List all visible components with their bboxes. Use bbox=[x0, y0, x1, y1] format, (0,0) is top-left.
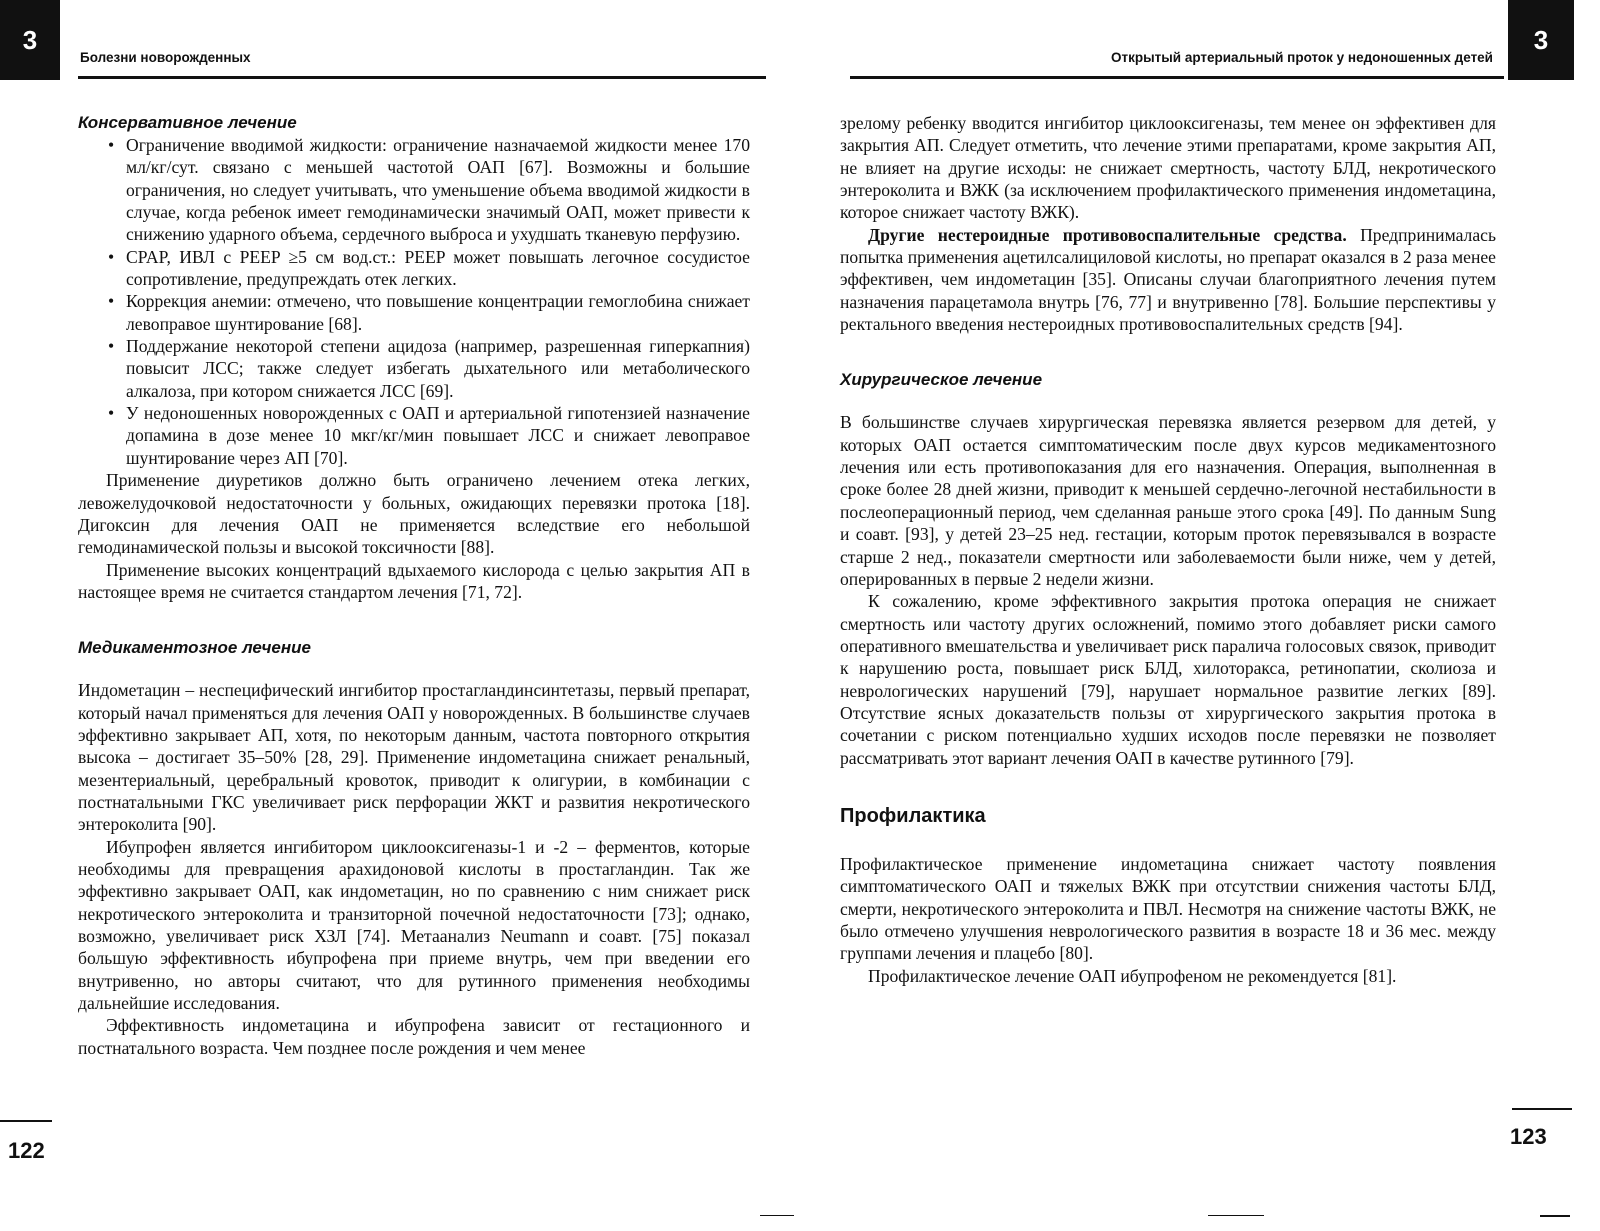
paragraph: Индометацин – неспецифический ингибитор простагландинсинтетазы, первый препарат, который начал применяться для лечения ОАП у новорожденных. В большинстве случаев эффективно закрывает АП, хотя, по некоторым данным, частота повторного открытия высока – достигает 35–50% [28, 29]. Применение индометацина снижает ренальный, мезентериальный, церебральный кровоток, приводит к олигурии, в комбинации с постнатальными ГКС увеличивает риск перфорации ЖКТ и развития некротического энтероколита [90]. bbox=[78, 680, 750, 835]
bullet-icon: • bbox=[108, 291, 115, 312]
section-heading-prevention: Профилактика bbox=[840, 804, 986, 827]
list-item bbox=[78, 402, 750, 469]
paragraph: Эффективность индометацина и ибупрофена зависит от гестационного и постнатального возраста. Чем позднее после рождения и чем менее bbox=[78, 1015, 750, 1058]
section-heading-medication: Медикаментозное лечение bbox=[78, 638, 311, 658]
header-rule-left bbox=[78, 76, 766, 79]
list-item bbox=[78, 290, 750, 335]
bullet-text: Коррекция анемии: отмечено, что повышение концентрации гемоглобина снижает левоправое шунтирование [68]. bbox=[126, 291, 750, 334]
gutter-mark bbox=[760, 1215, 794, 1216]
section-heading-surgical: Хирургическое лечение bbox=[840, 370, 1043, 390]
bullet-icon: • bbox=[108, 135, 115, 155]
bullet-text: Ограничение вводимой жидкости: ограничение назначаемой жидкости менее 170 мл/кг/сут. связано с меньшей частотой ОАП [67]. Возможны и большие ограничения, но следует учитывать, что уменьшение объема вводимой жидкости в случае, когда ребенок имеет гемодинамически значимый ОАП, может привести к снижению ударного объема, сердечного выброса и ухудшать тканевую перфузию. bbox=[126, 135, 750, 245]
bullet-text: CPAP, ИВЛ с PEEP ≥5 см вод.ст.: PEEP может повышать легочное сосудистое сопротивление, предупреждать отек легких. bbox=[126, 246, 750, 290]
paragraph: Ибупрофен является ингибитором циклооксигеназы-1 и -2 – ферментов, которые необходимы для превращения арахидоновой кислоты в простагландин. Так же эффективно закрывает ОАП, как индометацин, но по сравнению с ним снижает риск некротического энтероколита и транзиторной почечной недостаточности [73]; однако, возможно, увеличивает риск ХЗЛ [74]. Метаанализ Neumann и соавт. [75] показал большую эффективность ибупрофена при приеме внутрь, чем при введении его внутривенно, но авторы считают, что для рутинного применения необходимы дальнейшие исследования. bbox=[78, 836, 750, 1014]
chapter-number-right: 3 bbox=[1508, 0, 1574, 80]
bullet-icon: • bbox=[108, 246, 115, 267]
header-rule-right bbox=[850, 76, 1504, 79]
bullet-text: Поддержание некоторой степени ацидоза (например, разрешенная гиперкапния) повысит ЛСС; также следует избегать дыхательного или метаболического алкалоза, при котором снижается ЛСС [69]. bbox=[126, 336, 750, 401]
paragraph: Профилактическое лечение ОАП ибупрофеном не рекомендуется [81]. bbox=[868, 965, 1397, 986]
list-item bbox=[78, 134, 750, 246]
right-page-column bbox=[840, 112, 1496, 987]
paragraph: зрелому ребенку вводится ингибитор циклооксигеназы, тем менее он эффективен для закрытия АП. Следует отметить, что лечение этими препаратами, кроме закрытия АП, не влияет на другие исходы: не снижает смертность, частоту БЛД, некротического энтероколита и ВЖК (за исключением профилактического применения индометацина, которое снижает частоту ВЖК). bbox=[840, 113, 1496, 223]
term-nsaid: Другие нестероидные противовоспалительные средства. bbox=[868, 224, 1347, 245]
chapter-number-left: 3 bbox=[0, 0, 60, 80]
paragraph: Применение диуретиков должно быть ограничено лечением отека легких, левожелудочковой недостаточности у больных, ожидающих перевязки протока [18]. Дигоксин для лечения ОАП не применяется вследствие его небольшой гемодинамической пользы и высокой токсичности [88]. bbox=[78, 470, 750, 558]
conservative-bullet-list bbox=[78, 134, 750, 469]
page-number-right: 123 bbox=[1510, 1124, 1547, 1149]
paragraph: Профилактическое применение индометацина снижает частоту появления симптоматического ОАП и тяжелых ВЖК при отсутствии снижения частоты БЛД, смерти, некротического энтероколита и ПВЛ. Несмотря на снижение частоты ВЖК, не было отмечено улучшения неврологического развития в возрасте 18 и 36 мес. между группами лечения и плацебо [80]. bbox=[840, 853, 1496, 964]
margin-rule-left bbox=[0, 1120, 52, 1122]
list-item bbox=[78, 335, 750, 402]
running-title-right: Открытый артериальный проток у недоношенных детей bbox=[1110, 50, 1493, 65]
left-page-column bbox=[78, 112, 750, 1059]
page-number-left: 122 bbox=[8, 1138, 45, 1163]
running-title-left: Болезни новорожденных bbox=[80, 50, 251, 65]
bullet-icon: • bbox=[108, 336, 115, 357]
list-item bbox=[78, 246, 750, 291]
paragraph: В большинстве случаев хирургическая перевязка является резервом для детей, у которых ОАП остается симптоматическим после двух курсов медикаментозного лечения или есть противопоказания для его назначения. Операция, выполненная в сроке более 28 дней жизни, приводит к меньшей сердечно-легочной нестабильности в послеоперационный период, чем сделанная раньше этого срока [49]. По данным Sung и соавт. [93], у детей 23–25 нед. гестации, которым проток перевязывался в возрасте старше 2 нед., показатели смертности или заболеваемости были ниже, чем у детей, оперированных в первые 2 недели жизни. bbox=[840, 412, 1496, 589]
margin-rule-bottom-right bbox=[1540, 1215, 1570, 1217]
bullet-text: У недоношенных новорожденных с ОАП и артериальной гипотензией назначение допамина в дозе менее 10 мкг/кг/мин повышает ЛСС и снижает левоправое шунтирование через АП [70]. bbox=[126, 403, 750, 468]
bottom-rule bbox=[1208, 1215, 1264, 1216]
paragraph: Применение высоких концентраций вдыхаемого кислорода с целью закрытия АП в настоящее время не считается стандартом лечения [71, 72]. bbox=[78, 559, 750, 602]
paragraph-text: Предпринималась попытка применения ацетилсалициловой кислоты, но препарат оказался в 2 раза менее эффективен, чем индометацин [35]. Описаны случаи благоприятного лечения путем назначения парацетамола внутрь [76, 77] и внутривенно [78]. Большие перспективы у ректального введения нестероидных противовоспалительных средств [94]. bbox=[840, 224, 1496, 335]
paragraph: К сожалению, кроме эффективного закрытия протока операция не снижает смертность или частоту других осложнений, помимо этого добавляет риски самого оперативного вмешательства и увеличивает риск паралича голосовых связок, приводит к нарушению роста, повышает риск БЛД, хилоторакса, ретинопатии, сколиоза и неврологических нарушений [79], нарушает нормальное развитие легких [89]. Отсутствие ясных доказательств пользы от хирургического закрытия протока в сочетании с риском потенциально худших исходов после перевязки не позволяет рассматривать этот вариант лечения ОАП в качестве рутинного [79]. bbox=[840, 591, 1496, 768]
bullet-icon: • bbox=[108, 403, 115, 424]
section-heading-conservative: Консервативное лечение bbox=[78, 113, 297, 132]
paragraph bbox=[840, 224, 1496, 336]
margin-rule-right bbox=[1512, 1108, 1572, 1110]
